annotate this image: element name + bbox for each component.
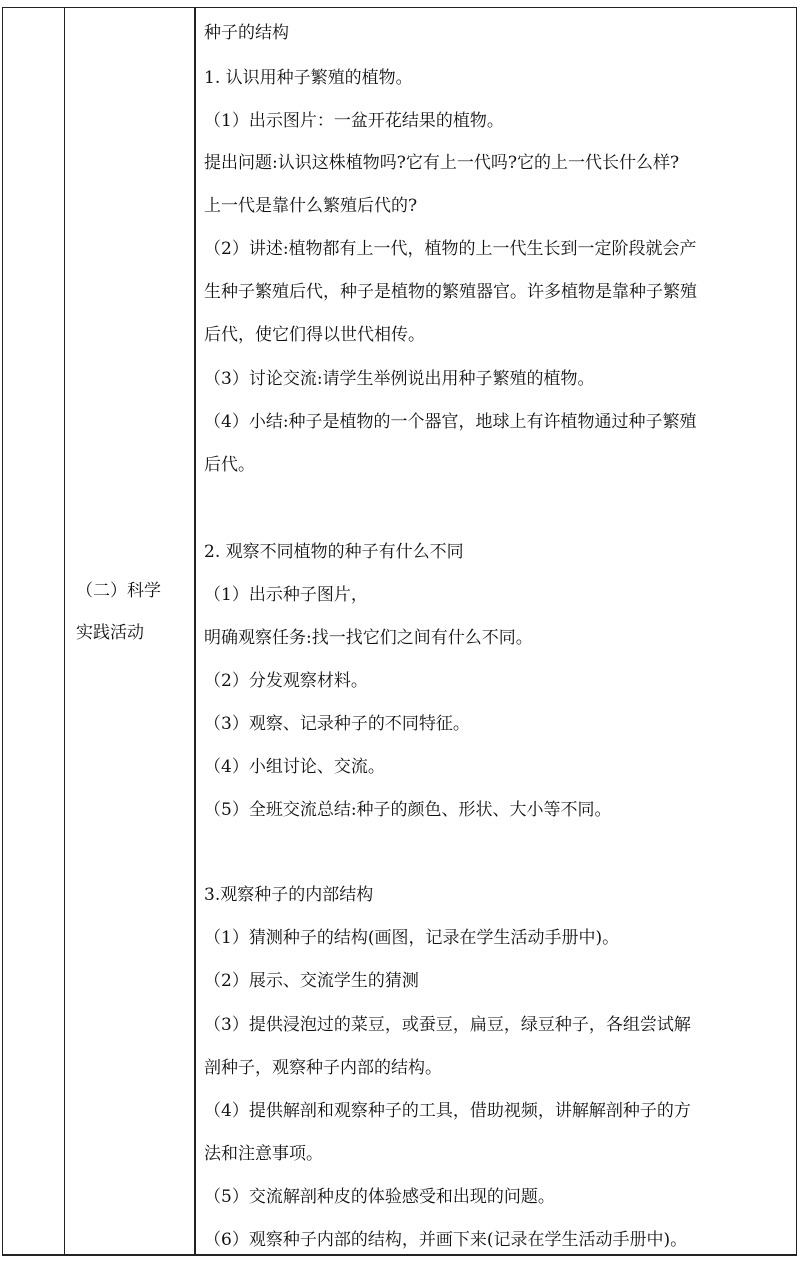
section-label-line-1: （二）科学 bbox=[76, 581, 161, 601]
content-line-24: 剖种子，观察种子内部的结构。 bbox=[204, 1058, 442, 1078]
column-divider-1 bbox=[2, 7, 3, 1256]
table-bottom-border bbox=[2, 1254, 796, 1256]
content-line-26: 法和注意事项。 bbox=[204, 1144, 323, 1164]
content-line-27: （5）交流解剖种皮的体验感受和出现的问题。 bbox=[204, 1187, 555, 1207]
content-line-16: （3）观察、记录种子的不同特征。 bbox=[204, 714, 470, 734]
content-line-1: 1. 认识用种子繁殖的植物。 bbox=[204, 68, 413, 88]
content-line-14: 明确观察任务:找一找它们之间有什么不同。 bbox=[204, 628, 533, 648]
content-line-13: （1）出示种子图片， bbox=[204, 585, 368, 605]
content-line-8: （3）讨论交流:请学生举例说出用种子繁殖的植物。 bbox=[204, 369, 595, 389]
content-line-2: （1）出示图片：一盆开花结果的植物。 bbox=[204, 111, 504, 131]
content-line-25: （4）提供解剖和观察种子的工具，借助视频，讲解解剖种子的方 bbox=[204, 1101, 691, 1121]
content-line-23: （3）提供浸泡过的菜豆，或蚕豆，扁豆，绿豆种子，各组尝试解 bbox=[204, 1015, 691, 1035]
content-line-3: 提出问题:认识这株植物吗?它有上一代吗?它的上一代长什么样? bbox=[204, 153, 680, 173]
column-divider-4 bbox=[796, 7, 797, 1256]
content-line-28: （6）观察种子内部的结构，并画下来(记录在学生活动手册中)。 bbox=[204, 1230, 688, 1250]
content-line-18: （5）全班交流总结:种子的颜色、形状、大小等不同。 bbox=[204, 800, 612, 820]
content-heading: 种子的结构 bbox=[204, 23, 289, 43]
column-divider-3 bbox=[194, 7, 196, 1256]
content-line-15: （2）分发观察材料。 bbox=[204, 671, 368, 691]
content-line-7: 后代，使它们得以世代相传。 bbox=[204, 325, 425, 345]
table-top-border bbox=[2, 7, 796, 8]
content-line-4: 上一代是靠什么繁殖后代的? bbox=[204, 196, 418, 216]
content-line-20: 3.观察种子的内部结构 bbox=[204, 885, 374, 905]
section-label-cell bbox=[66, 570, 194, 654]
content-line-9: （4）小结:种子是植物的一个器官，地球上有许植物通过种子繁殖 bbox=[204, 412, 697, 432]
content-line-10: 后代。 bbox=[204, 455, 255, 475]
content-line-22: （2）展示、交流学生的猜测 bbox=[204, 971, 419, 991]
content-line-5: （2）讲述:植物都有上一代，植物的上一代生长到一定阶段就会产 bbox=[204, 239, 697, 259]
column-divider-2 bbox=[64, 7, 65, 1256]
content-line-17: （4）小组讨论、交流。 bbox=[204, 757, 385, 777]
content-line-12: 2. 观察不同植物的种子有什么不同 bbox=[204, 542, 464, 562]
section-label-line-2: 实践活动 bbox=[76, 623, 144, 643]
content-line-21: （1）猜测种子的结构(画图，记录在学生活动手册中)。 bbox=[204, 928, 620, 948]
content-line-6: 生种子繁殖后代，种子是植物的繁殖器官。许多植物是靠种子繁殖 bbox=[204, 282, 697, 302]
